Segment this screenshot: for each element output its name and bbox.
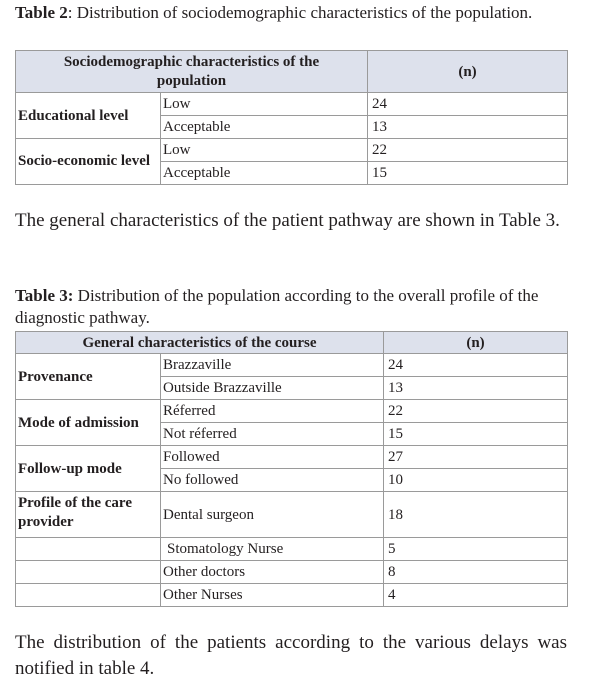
table2-category: Acceptable	[161, 116, 368, 139]
table3-category: Stomatology Nurse	[161, 538, 384, 561]
table3-group-label: Provenance	[16, 354, 161, 400]
table-row	[16, 354, 568, 377]
table3-count: 4	[384, 584, 568, 607]
table2-header-n: (n)	[368, 51, 568, 93]
table3-category: Dental surgeon	[161, 492, 384, 538]
table3-category: Followed	[161, 446, 384, 469]
table2-category: Low	[161, 139, 368, 162]
table3-header-row	[16, 332, 568, 354]
table-row	[16, 492, 568, 538]
table3-category: Not réferred	[161, 423, 384, 446]
table3-group-label	[16, 538, 161, 561]
table2-header-row	[16, 51, 568, 93]
table-row	[16, 446, 568, 469]
table-row	[16, 584, 568, 607]
table3-caption-text: Distribution of the population according to the overall profile of the diagnostic pathway.	[15, 286, 539, 327]
table3-header-n: (n)	[384, 332, 568, 354]
table2-header-characteristics: Sociodemographic characteristics of the population	[16, 51, 368, 93]
table2-caption-text: : Distribution of sociodemographic characteristics of the population.	[67, 3, 533, 22]
table2-caption-label: Table 2	[15, 3, 68, 22]
table3-count: 13	[384, 377, 568, 400]
table3-header-characteristics: General characteristics of the course	[16, 332, 384, 354]
table3-count: 27	[384, 446, 568, 469]
body-paragraph-1: The general characteristics of the patient pathway are shown in Table 3.	[15, 210, 560, 231]
table2-count: 24	[368, 93, 568, 116]
table3-group-label: Mode of admission	[16, 400, 161, 446]
table-row	[16, 93, 568, 116]
body-paragraph-2: The distribution of the patients according to the various delays was notified in table 4.	[15, 632, 567, 679]
table3-count: 5	[384, 538, 568, 561]
table3-category: Outside Brazzaville	[161, 377, 384, 400]
table-row	[16, 561, 568, 584]
table3-caption-label: Table 3:	[15, 286, 74, 305]
table3-count: 22	[384, 400, 568, 423]
table2-caption	[15, 2, 567, 24]
table3-count: 24	[384, 354, 568, 377]
table3-count: 8	[384, 561, 568, 584]
table3-count: 15	[384, 423, 568, 446]
table2-count: 13	[368, 116, 568, 139]
table2-category: Acceptable	[161, 162, 368, 185]
table2	[15, 50, 568, 185]
table3-group-label	[16, 561, 161, 584]
table3-category: Brazzaville	[161, 354, 384, 377]
table2-count: 15	[368, 162, 568, 185]
table3-count: 10	[384, 469, 568, 492]
table3-category: No followed	[161, 469, 384, 492]
table3-group-label: Profile of the care provider	[16, 492, 161, 538]
table3-count: 18	[384, 492, 568, 538]
table2-group-label: Educational level	[16, 93, 161, 139]
table3	[15, 331, 568, 607]
table2-group-label: Socio-economic level	[16, 139, 161, 185]
table2-count: 22	[368, 139, 568, 162]
table3-category: Other Nurses	[161, 584, 384, 607]
table3-category: Other doctors	[161, 561, 384, 584]
table-row	[16, 400, 568, 423]
table-row	[16, 139, 568, 162]
table3-category: Réferred	[161, 400, 384, 423]
table3-caption	[15, 285, 570, 329]
table2-category: Low	[161, 93, 368, 116]
table3-group-label: Follow-up mode	[16, 446, 161, 492]
table3-group-label	[16, 584, 161, 607]
table-row	[16, 538, 568, 561]
